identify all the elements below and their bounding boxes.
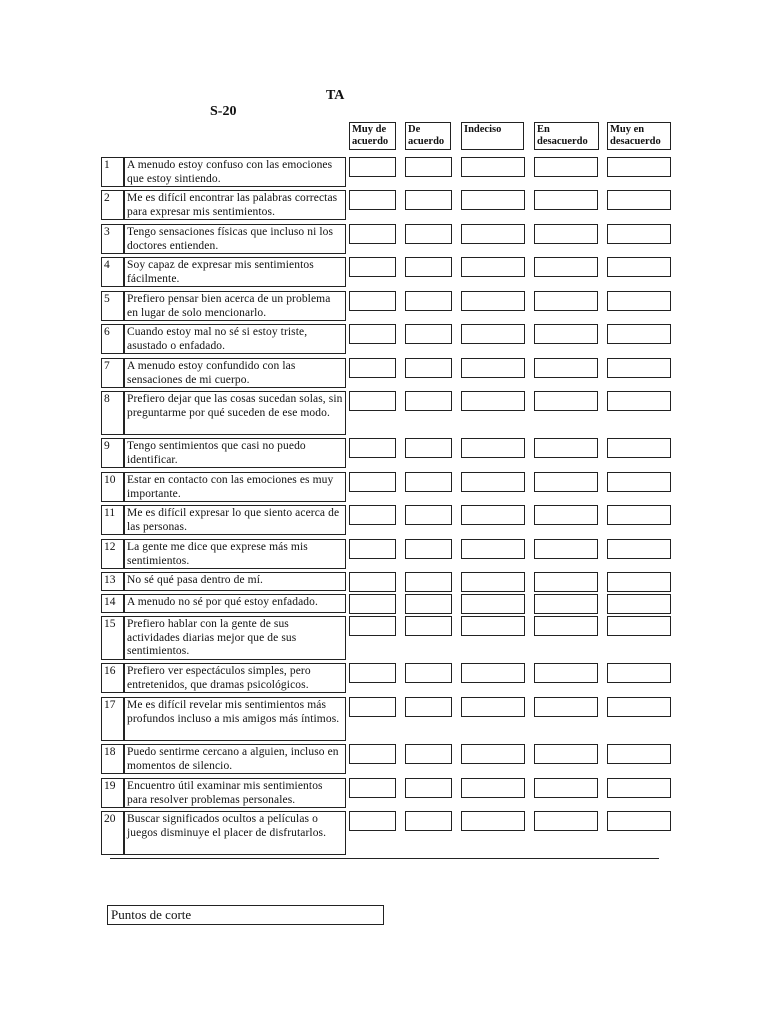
answer-box[interactable] [461, 358, 525, 378]
answer-box[interactable] [405, 358, 452, 378]
answer-box[interactable] [534, 663, 598, 683]
item-number: 8 [101, 391, 124, 435]
item-number: 4 [101, 257, 124, 287]
item-text: A menudo estoy confundido con las sensaciones de mi cuerpo. [124, 358, 346, 388]
answer-box[interactable] [349, 358, 396, 378]
answer-box[interactable] [461, 697, 525, 717]
item-number: 2 [101, 190, 124, 220]
title-line-1: TA [326, 88, 345, 103]
answer-box[interactable] [534, 257, 598, 277]
item-text: Prefiero dejar que las cosas sucedan solas, sin preguntarme por qué suceden de ese modo. [124, 391, 346, 435]
answer-box[interactable] [461, 778, 525, 798]
answer-box[interactable] [349, 190, 396, 210]
item-number: 19 [101, 778, 124, 808]
answer-box[interactable] [534, 697, 598, 717]
answer-box[interactable] [349, 811, 396, 831]
answer-box[interactable] [349, 291, 396, 311]
answer-box[interactable] [349, 539, 396, 559]
item-number: 11 [101, 505, 124, 535]
answer-box[interactable] [461, 157, 525, 177]
answer-box[interactable] [405, 778, 452, 798]
column-header: En desacuerdo [534, 122, 599, 150]
answer-box[interactable] [349, 257, 396, 277]
item-number: 12 [101, 539, 124, 569]
item-number: 13 [101, 572, 124, 591]
item-text: La gente me dice que exprese más mis sentimientos. [124, 539, 346, 569]
answer-box[interactable] [405, 157, 452, 177]
answer-box[interactable] [534, 358, 598, 378]
column-header: Indeciso [461, 122, 524, 150]
item-text: No sé qué pasa dentro de mí. [124, 572, 346, 591]
answer-box[interactable] [534, 391, 598, 411]
item-text: A menudo estoy confuso con las emociones que estoy sintiendo. [124, 157, 346, 187]
item-text: Tengo sentimientos que casi no puedo identificar. [124, 438, 346, 468]
column-header: Muy de acuerdo [349, 122, 396, 150]
answer-box[interactable] [405, 616, 452, 636]
answer-box[interactable] [607, 663, 671, 683]
answer-box[interactable] [534, 291, 598, 311]
answer-box[interactable] [461, 663, 525, 683]
answer-box[interactable] [405, 744, 452, 764]
answer-box[interactable] [349, 505, 396, 525]
answer-box[interactable] [349, 663, 396, 683]
answer-box[interactable] [607, 505, 671, 525]
bottom-rule [110, 858, 659, 859]
answer-box[interactable] [607, 811, 671, 831]
answer-box[interactable] [534, 438, 598, 458]
answer-box[interactable] [534, 190, 598, 210]
answer-box[interactable] [534, 157, 598, 177]
answer-box[interactable] [461, 291, 525, 311]
answer-box[interactable] [534, 324, 598, 344]
title-line-2: S-20 [210, 104, 237, 119]
cutoff-label: Puntos de corte [107, 905, 384, 925]
answer-box[interactable] [405, 539, 452, 559]
item-number: 20 [101, 811, 124, 855]
answer-box[interactable] [405, 811, 452, 831]
answer-box[interactable] [349, 324, 396, 344]
answer-box[interactable] [349, 697, 396, 717]
answer-box[interactable] [405, 572, 452, 592]
answer-box[interactable] [461, 224, 525, 244]
answer-box[interactable] [607, 594, 671, 614]
item-text: A menudo no sé por qué estoy enfadado. [124, 594, 346, 613]
answer-box[interactable] [461, 472, 525, 492]
answer-box[interactable] [405, 224, 452, 244]
answer-box[interactable] [461, 438, 525, 458]
answer-box[interactable] [461, 572, 525, 592]
answer-box[interactable] [607, 778, 671, 798]
item-text: Buscar significados ocultos a películas o juegos disminuye el placer de disfrutarlos. [124, 811, 346, 855]
item-number: 3 [101, 224, 124, 254]
answer-box[interactable] [461, 505, 525, 525]
answer-box[interactable] [607, 324, 671, 344]
answer-box[interactable] [534, 572, 598, 592]
answer-box[interactable] [405, 663, 452, 683]
answer-box[interactable] [405, 324, 452, 344]
answer-box[interactable] [534, 811, 598, 831]
answer-box[interactable] [534, 778, 598, 798]
answer-box[interactable] [534, 744, 598, 764]
answer-box[interactable] [607, 257, 671, 277]
answer-box[interactable] [461, 324, 525, 344]
answer-box[interactable] [534, 539, 598, 559]
item-text: Encuentro útil examinar mis sentimientos para resolver problemas personales. [124, 778, 346, 808]
answer-box[interactable] [349, 744, 396, 764]
answer-box[interactable] [461, 616, 525, 636]
item-text: Me es difícil expresar lo que siento acerca de las personas. [124, 505, 346, 535]
answer-box[interactable] [534, 594, 598, 614]
item-text: Me es difícil encontrar las palabras correctas para expresar mis sentimientos. [124, 190, 346, 220]
answer-box[interactable] [405, 391, 452, 411]
answer-box[interactable] [405, 438, 452, 458]
answer-box[interactable] [349, 472, 396, 492]
answer-box[interactable] [461, 594, 525, 614]
answer-box[interactable] [461, 811, 525, 831]
item-number: 18 [101, 744, 124, 774]
answer-box[interactable] [349, 438, 396, 458]
item-number: 14 [101, 594, 124, 613]
answer-box[interactable] [405, 697, 452, 717]
answer-box[interactable] [607, 358, 671, 378]
answer-box[interactable] [461, 744, 525, 764]
answer-box[interactable] [461, 257, 525, 277]
answer-box[interactable] [349, 157, 396, 177]
answer-box[interactable] [607, 616, 671, 636]
item-text: Soy capaz de expresar mis sentimientos fácilmente. [124, 257, 346, 287]
answer-box[interactable] [349, 616, 396, 636]
answer-box[interactable] [607, 190, 671, 210]
item-text: Tengo sensaciones físicas que incluso ni los doctores entienden. [124, 224, 346, 254]
item-text: Prefiero pensar bien acerca de un problema en lugar de solo mencionarlo. [124, 291, 346, 321]
answer-box[interactable] [534, 472, 598, 492]
column-header: Muy en desacuerdo [607, 122, 671, 150]
item-text: Me es difícil revelar mis sentimientos más profundos incluso a mis amigos más íntimos. [124, 697, 346, 741]
item-text: Prefiero hablar con la gente de sus actividades diarias mejor que de sus sentimientos. [124, 616, 346, 660]
answer-box[interactable] [461, 539, 525, 559]
item-text: Cuando estoy mal no sé si estoy triste, asustado o enfadado. [124, 324, 346, 354]
item-text: Estar en contacto con las emociones es muy importante. [124, 472, 346, 502]
answer-box[interactable] [349, 391, 396, 411]
answer-box[interactable] [461, 190, 525, 210]
item-text: Puedo sentirme cercano a alguien, incluso en momentos de silencio. [124, 744, 346, 774]
answer-box[interactable] [534, 616, 598, 636]
answer-box[interactable] [349, 224, 396, 244]
answer-box[interactable] [461, 391, 525, 411]
item-number: 6 [101, 324, 124, 354]
item-number: 7 [101, 358, 124, 388]
answer-box[interactable] [607, 157, 671, 177]
answer-box[interactable] [405, 472, 452, 492]
answer-box[interactable] [607, 539, 671, 559]
answer-box[interactable] [349, 572, 396, 592]
answer-box[interactable] [534, 224, 598, 244]
answer-box[interactable] [607, 744, 671, 764]
answer-box[interactable] [405, 291, 452, 311]
answer-box[interactable] [405, 190, 452, 210]
item-text: Prefiero ver espectáculos simples, pero entretenidos, que dramas psicológicos. [124, 663, 346, 693]
answer-box[interactable] [405, 257, 452, 277]
answer-box[interactable] [534, 505, 598, 525]
item-number: 16 [101, 663, 124, 693]
column-header: De acuerdo [405, 122, 451, 150]
answer-box[interactable] [607, 224, 671, 244]
answer-box[interactable] [607, 697, 671, 717]
item-number: 1 [101, 157, 124, 187]
answer-box[interactable] [607, 472, 671, 492]
answer-box[interactable] [607, 572, 671, 592]
answer-box[interactable] [607, 391, 671, 411]
item-number: 5 [101, 291, 124, 321]
item-number: 17 [101, 697, 124, 741]
answer-box[interactable] [607, 291, 671, 311]
item-number: 10 [101, 472, 124, 502]
answer-box[interactable] [405, 505, 452, 525]
answer-box[interactable] [349, 594, 396, 614]
item-number: 9 [101, 438, 124, 468]
answer-box[interactable] [607, 438, 671, 458]
answer-box[interactable] [349, 778, 396, 798]
answer-box[interactable] [405, 594, 452, 614]
item-number: 15 [101, 616, 124, 660]
